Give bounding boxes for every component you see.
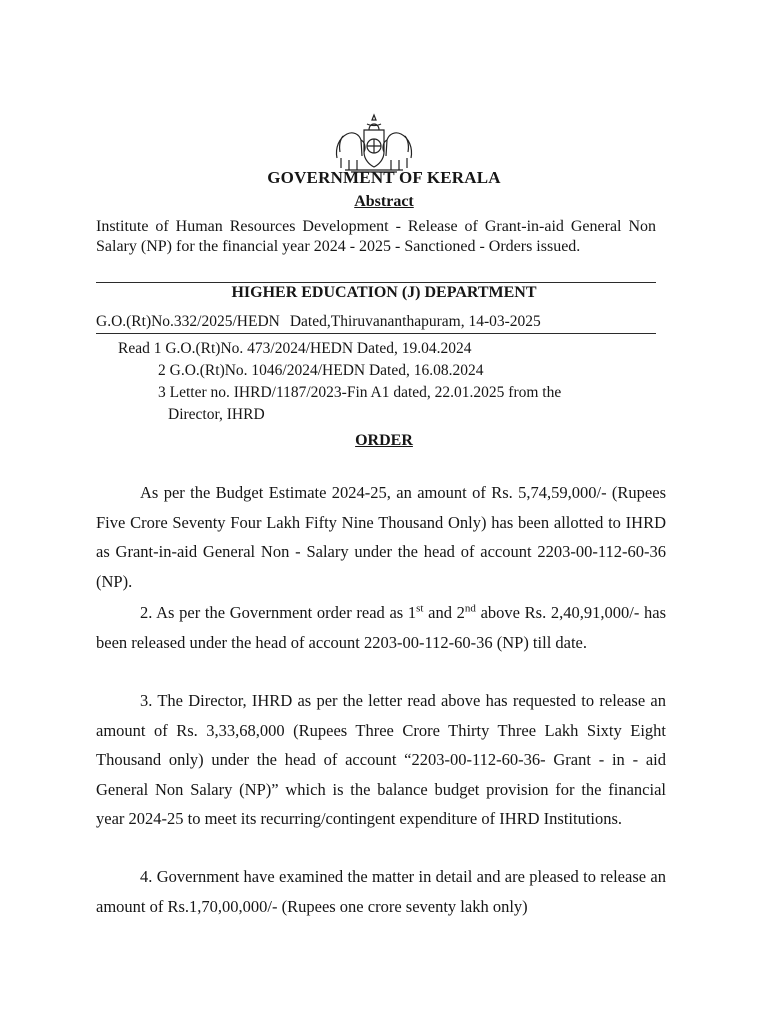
divider-line — [96, 333, 656, 334]
paragraph-text: As per the Budget Estimate 2024-25, an amount of Rs. 5,74,59,000/- (Rupees Five Crore Seventy Four Lakh Fifty Nine Thousand Only) has been allotted to IHRD as Grant-in-aid General Non - Salary under the head of account 2203-00-112-60-36 (NP). — [96, 483, 666, 591]
government-heading: GOVERNMENT OF KERALA — [267, 168, 501, 187]
order-heading: ORDER — [355, 432, 413, 449]
go-date: Dated,Thiruvananthapuram, 14-03-2025 — [289, 313, 541, 330]
paragraph-4 — [96, 862, 666, 921]
paragraph-2 — [96, 598, 666, 657]
kerala-emblem-icon — [331, 112, 417, 174]
go-reference — [96, 313, 541, 331]
paragraph-text: 4. Government have examined the matter in detail and are pleased to release an amount of Rs.1,70,00,000/- (Rupees one crore seventy lakh only) — [96, 867, 666, 916]
paragraph-text: above Rs. 2,40,91,000/- has been released under the head of account 2203-00-112-60-36 (NP) till date. — [96, 603, 667, 652]
reference-item: Read 1 G.O.(Rt)No. 473/2024/HEDN Dated, 19.04.2024 — [118, 340, 472, 357]
reference-item: 2 G.O.(Rt)No. 1046/2024/HEDN Dated, 16.08.2024 — [158, 362, 484, 379]
go-number: G.O.(Rt)No.332/2025/HEDN — [96, 313, 280, 330]
department-heading: HIGHER EDUCATION (J) DEPARTMENT — [231, 284, 537, 301]
paragraph-text: 2. As per the Government order read as 1 — [140, 603, 417, 622]
abstract-heading: Abstract — [354, 193, 414, 210]
superscript: nd — [464, 602, 476, 615]
reference-item: 3 Letter no. IHRD/1187/2023-Fin A1 dated, 22.01.2025 from the — [158, 384, 562, 401]
reference-list — [118, 338, 561, 426]
paragraph-text: 3. The Director, IHRD as per the letter read above has requested to release an amount of Rs. 3,33,68,000 (Rupees Three Crore Thirty Three Lakh Sixty Eight Thousand only) under the head of account “2203-00-112-60-36- Grant - in - aid General Non Salary (NP)” which is the balance budget provision for the financial year 2024-25 to meet its recurring/contingent expenditure of IHRD Institutions. — [96, 691, 666, 828]
reference-item: Director, IHRD — [168, 406, 265, 423]
paragraph-1 — [96, 478, 666, 596]
superscript: st — [416, 602, 424, 615]
paragraph-text: and 2 — [423, 603, 465, 622]
subject-text: Institute of Human Resources Development - Release of Grant-in-aid General Non Salary (NP) for the financial year 2024 - 2025 - Sanctioned - Orders issued. — [96, 218, 656, 255]
paragraph-3 — [96, 686, 666, 834]
divider-line — [96, 282, 656, 283]
